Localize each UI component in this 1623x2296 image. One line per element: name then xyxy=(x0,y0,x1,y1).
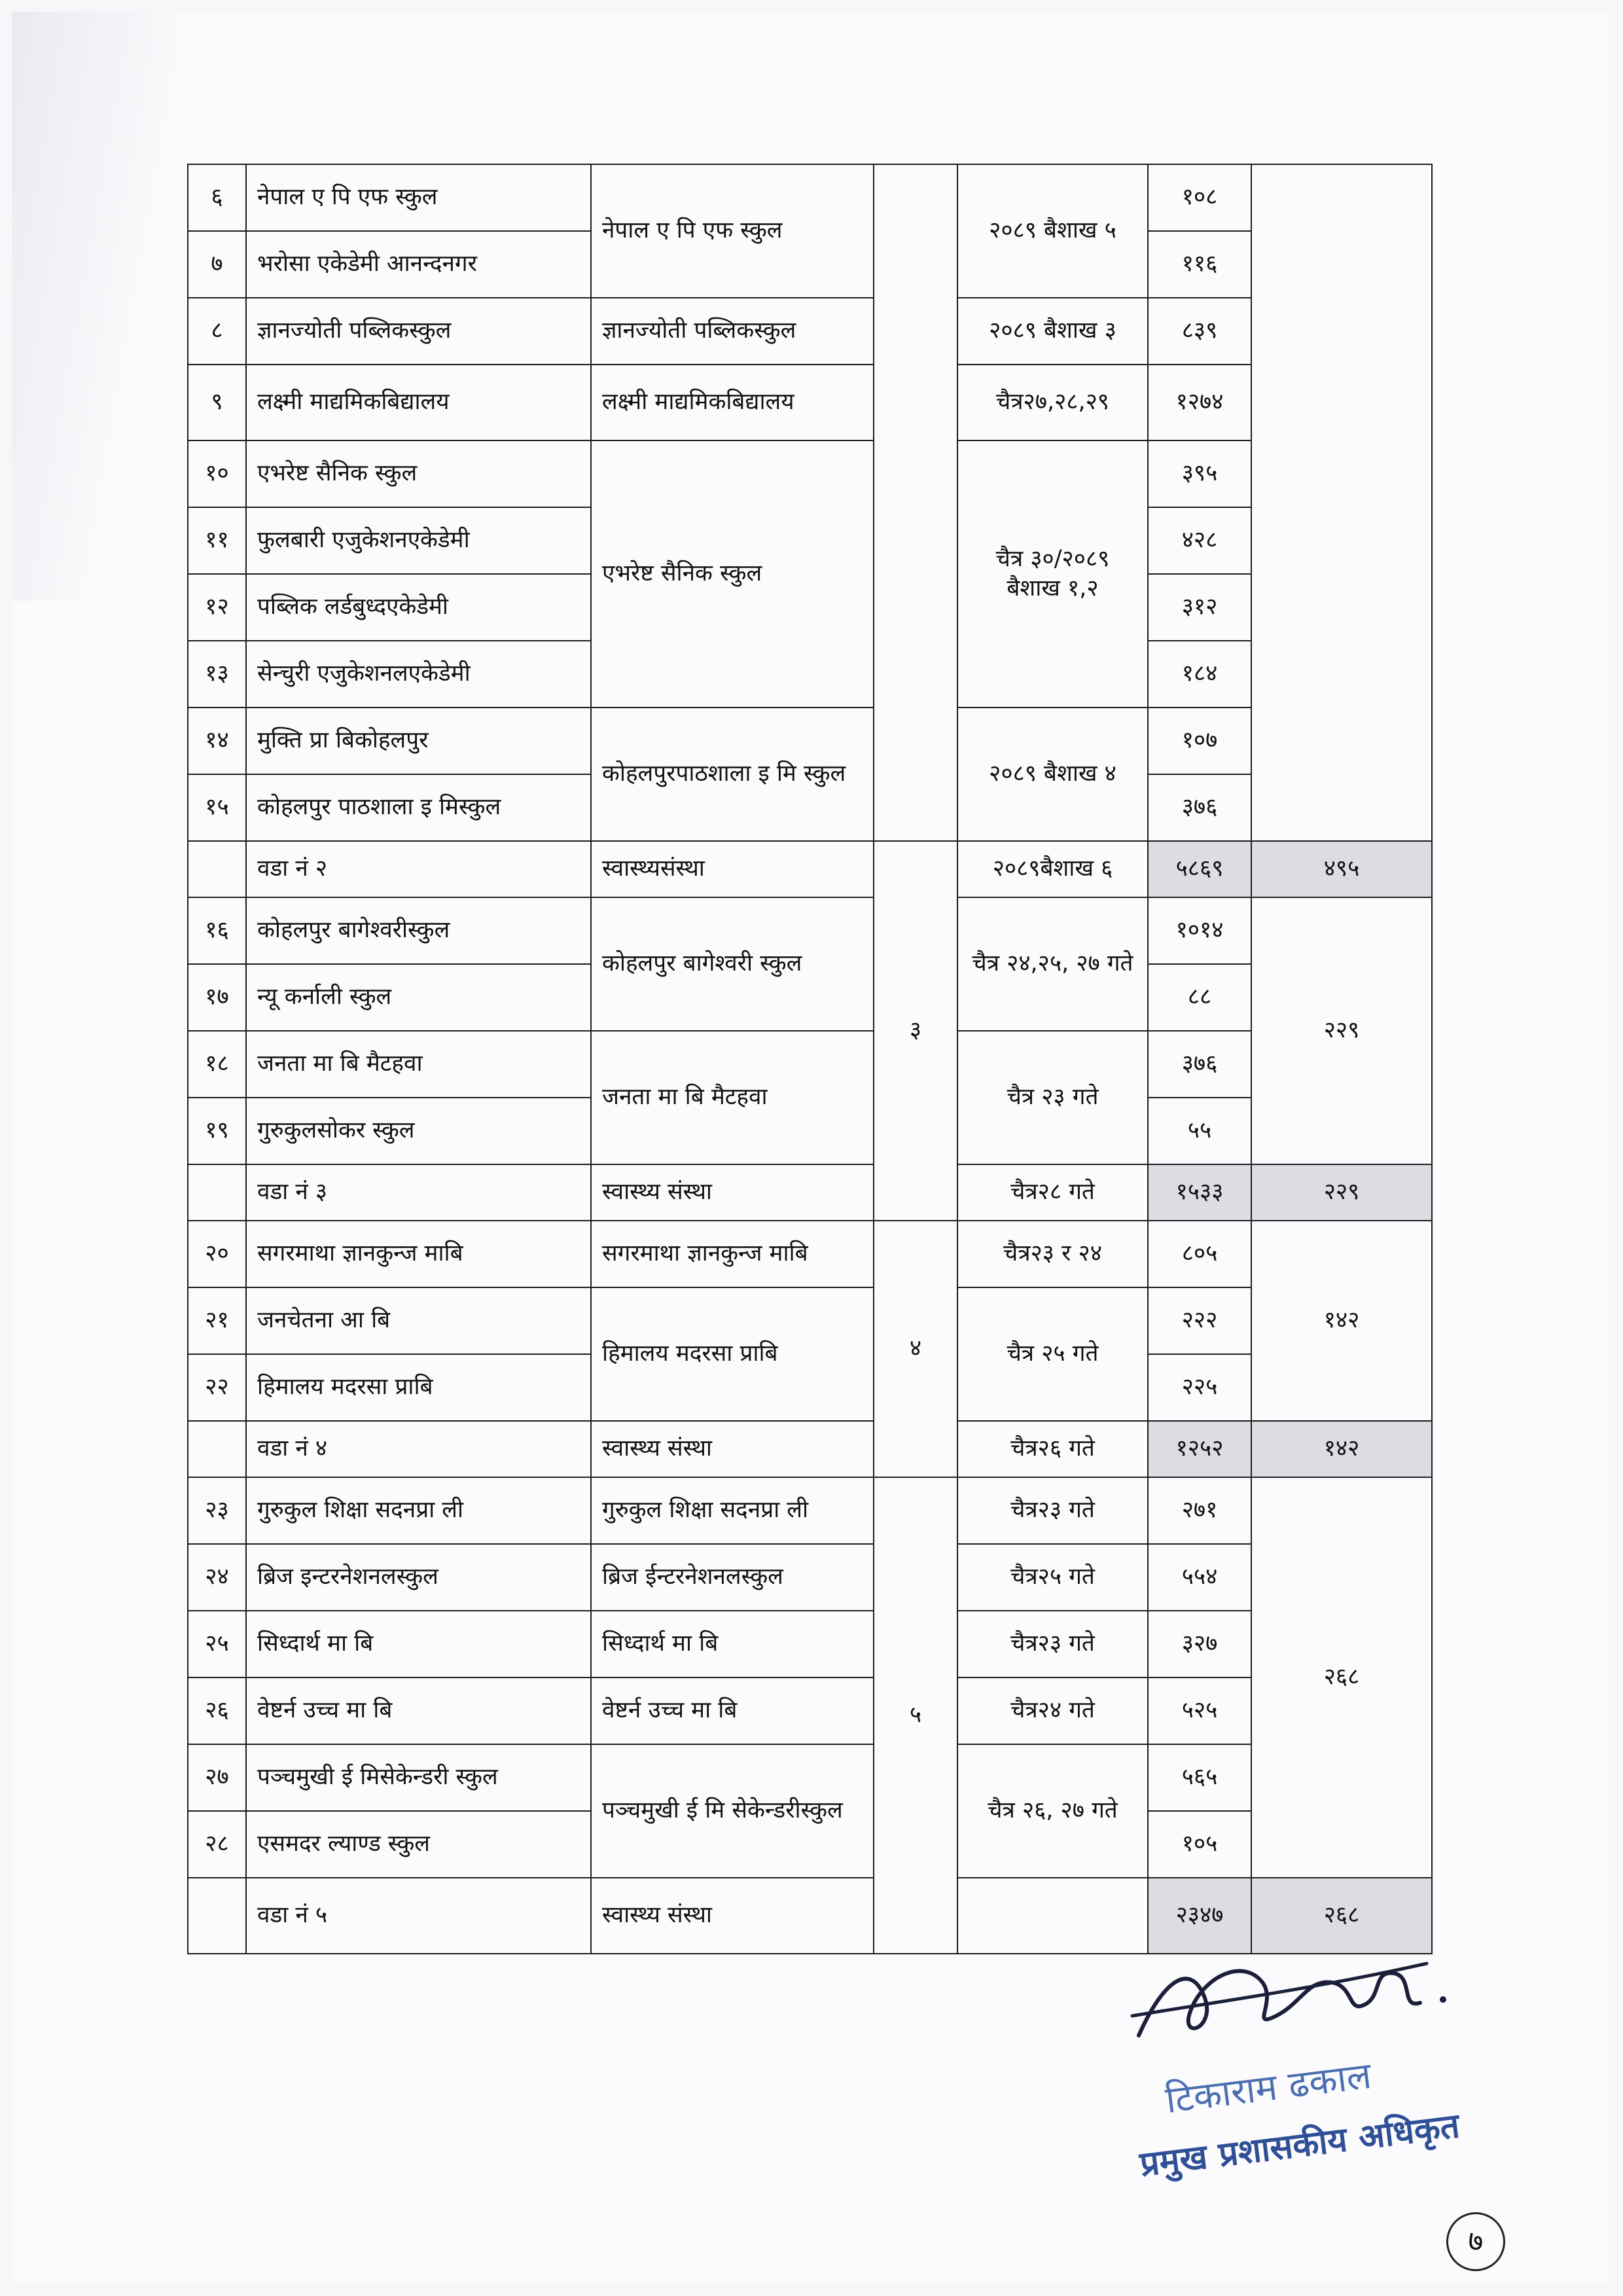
vaccination-center: एभरेष्ट सैनिक स्कुल xyxy=(591,440,874,708)
vaccination-date: चैत्र२४ गते xyxy=(957,1677,1148,1744)
table-row xyxy=(188,1221,1432,1287)
ward-number-cell xyxy=(874,164,957,841)
table-row xyxy=(188,365,1432,440)
vaccination-date: चैत्र २४,२५, २७ गते xyxy=(957,897,1148,1031)
paper-fold-shadow xyxy=(12,12,182,601)
ward-number: ५ xyxy=(874,1477,957,1954)
school-name: जनता मा बि मैटहवा xyxy=(246,1031,591,1098)
ward-total: २२९ xyxy=(1251,1164,1432,1221)
serial-number: २७ xyxy=(188,1744,246,1811)
vaccination-center: स्वास्थ्य संस्था xyxy=(591,1878,874,1954)
school-name: न्यू कर्नाली स्कुल xyxy=(246,964,591,1031)
school-name: भरोसा एकेडेमी आनन्दनगर xyxy=(246,231,591,298)
serial-number: ८ xyxy=(188,298,246,365)
stamp-officer-title: प्रमुख प्रशासकीय अधिकृत xyxy=(1137,2106,1462,2185)
ward-total-cell xyxy=(1251,164,1432,841)
ward-total: १४२ xyxy=(1251,1421,1432,1477)
serial-number xyxy=(188,841,246,897)
serial-number: ११ xyxy=(188,507,246,574)
school-name: सेन्चुरी एजुकेशनलएकेडेमी xyxy=(246,641,591,708)
vaccination-date: चैत्र ३०/२०८९ बैशाख १,२ xyxy=(957,440,1148,708)
student-count: ३२७ xyxy=(1148,1611,1251,1677)
table-row xyxy=(188,1677,1432,1744)
student-count: २३४७ xyxy=(1148,1878,1251,1954)
serial-number: २१ xyxy=(188,1287,246,1354)
school-name: सिध्दार्थ मा बि xyxy=(246,1611,591,1677)
ward-number: ३ xyxy=(874,841,957,1221)
school-name: गुरुकुलसोकर स्कुल xyxy=(246,1098,591,1164)
serial-number xyxy=(188,1421,246,1477)
student-count: १२५२ xyxy=(1148,1421,1251,1477)
ward-label: वडा नं ५ xyxy=(246,1878,591,1954)
student-count: १२७४ xyxy=(1148,365,1251,440)
student-count: १०५ xyxy=(1148,1811,1251,1878)
vaccination-center: सगरमाथा ज्ञानकुन्ज माबि xyxy=(591,1221,874,1287)
serial-number xyxy=(188,1164,246,1221)
ward-total: १४२ xyxy=(1251,1221,1432,1421)
vaccination-date: चैत्र२३ गते xyxy=(957,1477,1148,1544)
vaccination-center: कोहलपुरपाठशाला इ मि स्कुल xyxy=(591,708,874,841)
student-count: २२५ xyxy=(1148,1354,1251,1421)
serial-number: ६ xyxy=(188,164,246,231)
vaccination-center: ब्रिज ईन्टरनेशनलस्कुल xyxy=(591,1544,874,1611)
table-row xyxy=(188,897,1432,964)
vaccination-center: ज्ञानज्योती पब्लिकस्कुल xyxy=(591,298,874,365)
vaccination-center: नेपाल ए पि एफ स्कुल xyxy=(591,164,874,298)
vaccination-date: चैत्र २५ गते xyxy=(957,1287,1148,1421)
ward-total: २६८ xyxy=(1251,1477,1432,1878)
student-count: १५३३ xyxy=(1148,1164,1251,1221)
student-count: ५५४ xyxy=(1148,1544,1251,1611)
table-row xyxy=(188,1031,1432,1098)
student-count: ५८६९ xyxy=(1148,841,1251,897)
vaccination-schedule-table xyxy=(187,164,1433,1954)
student-count: २७१ xyxy=(1148,1477,1251,1544)
serial-number: १७ xyxy=(188,964,246,1031)
handwritten-signature xyxy=(1113,1937,1479,2049)
serial-number: १२ xyxy=(188,574,246,641)
serial-number: २५ xyxy=(188,1611,246,1677)
student-count: ८०५ xyxy=(1148,1221,1251,1287)
student-count: १०१४ xyxy=(1148,897,1251,964)
vaccination-center: पञ्चमुखी ई मि सेकेन्डरीस्कुल xyxy=(591,1744,874,1878)
vaccination-date: चैत्र२६ गते xyxy=(957,1421,1148,1477)
school-name: लक्ष्मी माद्यमिकबिद्यालय xyxy=(246,365,591,440)
table-row xyxy=(188,298,1432,365)
serial-number: १८ xyxy=(188,1031,246,1098)
serial-number: १९ xyxy=(188,1098,246,1164)
table-row xyxy=(188,1744,1432,1811)
school-name: हिमालय मदरसा प्राबि xyxy=(246,1354,591,1421)
school-name: जनचेतना आ बि xyxy=(246,1287,591,1354)
student-count: १८४ xyxy=(1148,641,1251,708)
student-count: ५५ xyxy=(1148,1098,1251,1164)
school-name: नेपाल ए पि एफ स्कुल xyxy=(246,164,591,231)
school-name: गुरुकुल शिक्षा सदनप्रा ली xyxy=(246,1477,591,1544)
ward-number: ४ xyxy=(874,1221,957,1477)
school-name: मुक्ति प्रा बिकोहलपुर xyxy=(246,708,591,774)
serial-number: २८ xyxy=(188,1811,246,1878)
serial-number xyxy=(188,1878,246,1954)
student-count: ५२५ xyxy=(1148,1677,1251,1744)
page-number: ७ xyxy=(1446,2212,1505,2271)
serial-number: १४ xyxy=(188,708,246,774)
vaccination-center: हिमालय मदरसा प्राबि xyxy=(591,1287,874,1421)
serial-number: १३ xyxy=(188,641,246,708)
table-row xyxy=(188,164,1432,231)
student-count: ३७६ xyxy=(1148,1031,1251,1098)
vaccination-center: गुरुकुल शिक्षा सदनप्रा ली xyxy=(591,1477,874,1544)
vaccination-center: लक्ष्मी माद्यमिकबिद्यालय xyxy=(591,365,874,440)
vaccination-date: चैत्र२७,२८,२९ xyxy=(957,365,1148,440)
school-name: कोहलपुर पाठशाला इ मिस्कुल xyxy=(246,774,591,841)
vaccination-center: वेष्टर्न उच्च मा बि xyxy=(591,1677,874,1744)
school-name: एभरेष्ट सैनिक स्कुल xyxy=(246,440,591,507)
ward-summary-row xyxy=(188,1164,1432,1221)
student-count: ११६ xyxy=(1148,231,1251,298)
serial-number: १५ xyxy=(188,774,246,841)
school-name: सगरमाथा ज्ञानकुन्ज माबि xyxy=(246,1221,591,1287)
vaccination-center: स्वास्थ्य संस्था xyxy=(591,1421,874,1477)
ward-label: वडा नं ४ xyxy=(246,1421,591,1477)
stamp-officer-name: टिकाराम ढकाल xyxy=(1163,2054,1374,2122)
ward-total: २६८ xyxy=(1251,1878,1432,1954)
table-row xyxy=(188,708,1432,774)
table-row xyxy=(188,1477,1432,1544)
serial-number: २० xyxy=(188,1221,246,1287)
vaccination-center: जनता मा बि मैटहवा xyxy=(591,1031,874,1164)
vaccination-date: चैत्र २६, २७ गते xyxy=(957,1744,1148,1878)
vaccination-date: चैत्र२३ र २४ xyxy=(957,1221,1148,1287)
student-count: ४२८ xyxy=(1148,507,1251,574)
vaccination-center: कोहलपुर बागेश्वरी स्कुल xyxy=(591,897,874,1031)
student-count: ८३९ xyxy=(1148,298,1251,365)
vaccination-center: स्वास्थ्य संस्था xyxy=(591,1164,874,1221)
school-name: वेष्टर्न उच्च मा बि xyxy=(246,1677,591,1744)
school-name: पब्लिक लर्डबुध्दएकेडेमी xyxy=(246,574,591,641)
serial-number: २३ xyxy=(188,1477,246,1544)
student-count: २२२ xyxy=(1148,1287,1251,1354)
student-count: ३९५ xyxy=(1148,440,1251,507)
student-count: ८८ xyxy=(1148,964,1251,1031)
table-row xyxy=(188,440,1432,507)
school-name: कोहलपुर बागेश्वरीस्कुल xyxy=(246,897,591,964)
vaccination-date: २०८९बैशाख ६ xyxy=(957,841,1148,897)
ward-total: २२९ xyxy=(1251,897,1432,1164)
student-count: ५६५ xyxy=(1148,1744,1251,1811)
vaccination-date: चैत्र२३ गते xyxy=(957,1611,1148,1677)
serial-number: ९ xyxy=(188,365,246,440)
table-row xyxy=(188,1611,1432,1677)
ward-label: वडा नं २ xyxy=(246,841,591,897)
serial-number: २६ xyxy=(188,1677,246,1744)
school-name: ब्रिज इन्टरनेशनलस्कुल xyxy=(246,1544,591,1611)
school-name: ज्ञानज्योती पब्लिकस्कुल xyxy=(246,298,591,365)
student-count: १०८ xyxy=(1148,164,1251,231)
vaccination-center: सिध्दार्थ मा बि xyxy=(591,1611,874,1677)
vaccination-date: २०८९ बैशाख ४ xyxy=(957,708,1148,841)
ward-summary-row xyxy=(188,1421,1432,1477)
serial-number: ७ xyxy=(188,231,246,298)
serial-number: १६ xyxy=(188,897,246,964)
school-name: एसमदर ल्याण्ड स्कुल xyxy=(246,1811,591,1878)
vaccination-date: चैत्र२८ गते xyxy=(957,1164,1148,1221)
table-row xyxy=(188,1544,1432,1611)
vaccination-date: २०८९ बैशाख ३ xyxy=(957,298,1148,365)
ward-summary-row xyxy=(188,841,1432,897)
vaccination-date: २०८९ बैशाख ५ xyxy=(957,164,1148,298)
serial-number: २२ xyxy=(188,1354,246,1421)
school-name: पञ्चमुखी ई मिसेकेन्डरी स्कुल xyxy=(246,1744,591,1811)
serial-number: १० xyxy=(188,440,246,507)
student-count: ३७६ xyxy=(1148,774,1251,841)
serial-number: २४ xyxy=(188,1544,246,1611)
ward-total: ४९५ xyxy=(1251,841,1432,897)
vaccination-date: चैत्र २३ गते xyxy=(957,1031,1148,1164)
vaccination-date: चैत्र२५ गते xyxy=(957,1544,1148,1611)
ward-label: वडा नं ३ xyxy=(246,1164,591,1221)
student-count: १०७ xyxy=(1148,708,1251,774)
vaccination-center: स्वास्थ्यसंस्था xyxy=(591,841,874,897)
table-row xyxy=(188,1287,1432,1354)
school-name: फुलबारी एजुकेशनएकेडेमी xyxy=(246,507,591,574)
student-count: ३१२ xyxy=(1148,574,1251,641)
